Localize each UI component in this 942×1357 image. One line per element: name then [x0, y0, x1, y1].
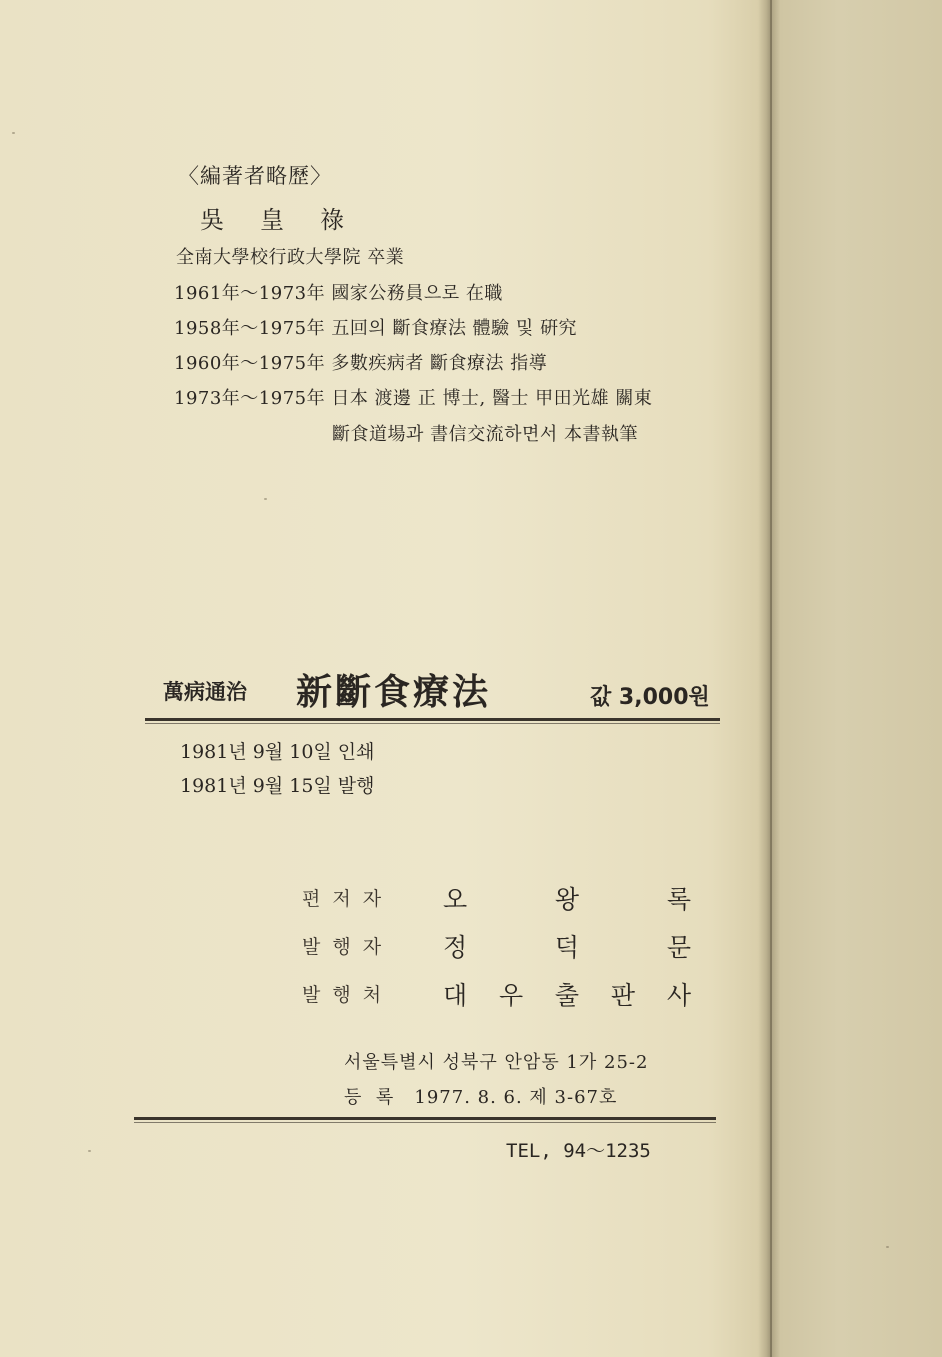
print-date: 1981년 9월 10일 인쇄 [180, 741, 375, 763]
footer-rule-thin [134, 1122, 716, 1123]
bio-heading: 〈編著者略歷〉 [178, 164, 332, 188]
footer-rule [134, 1117, 716, 1120]
bio-author-name: 吳皇祿 [200, 206, 380, 234]
facing-page [770, 0, 942, 1357]
paper-speck [12, 132, 15, 134]
publish-date: 1981년 9월 15일 발행 [180, 775, 375, 797]
publisher-person-name [443, 928, 691, 964]
editor-label: 편저자 [302, 888, 394, 910]
editor-name [443, 880, 691, 916]
title-rule [145, 718, 720, 721]
publisher-person-char: 정 [443, 933, 468, 962]
bio-line-research-cont: 斷食道場과 書信交流하면서 本書執筆 [332, 424, 638, 445]
publisher-person-label: 발행자 [302, 936, 394, 958]
bio-line-research: 1973年〜1975年 日本 渡邊 正 博士, 醫士 甲田光雄 關東 [174, 388, 653, 409]
book-title: 新斷食療法 [296, 672, 492, 713]
publisher-person-char: 덕 [554, 933, 580, 962]
editor-name-char: 왕 [554, 885, 580, 914]
bio-line-guidance: 1960年〜1975年 多數疾病者 斷食療法 指導 [174, 353, 548, 374]
publisher-name-char: 사 [666, 981, 691, 1010]
publisher-label: 발행처 [302, 984, 394, 1006]
paper-speck [886, 1246, 889, 1248]
title-rule-thin [145, 723, 720, 724]
publisher-name-char: 출 [554, 981, 580, 1010]
bio-line-career: 1961年〜1973年 國家公務員으로 在職 [174, 283, 503, 304]
editor-name-char: 오 [443, 885, 468, 914]
publisher-name-char: 판 [610, 981, 636, 1010]
publisher-name [443, 976, 691, 1012]
editor-name-char: 록 [666, 885, 691, 914]
price: 값 3,000원 [590, 685, 710, 710]
series-name: 萬病通治 [163, 680, 247, 704]
paper-speck [88, 1150, 91, 1152]
publisher-name-char: 우 [498, 981, 524, 1010]
book-gutter [758, 0, 772, 1357]
registration: 등 록 1977. 8. 6. 제 3-67호 [344, 1087, 618, 1108]
bio-line-education: 全南大學校行政大學院 卒業 [176, 247, 405, 268]
publisher-person-char: 문 [666, 933, 691, 962]
bio-line-experience: 1958年〜1975年 五回의 斷食療法 體驗 및 硏究 [174, 318, 577, 339]
telephone: TEL, 94〜1235 [506, 1140, 651, 1162]
publisher-name-char: 대 [443, 981, 468, 1010]
publisher-address: 서울특별시 성북구 안암동 1가 25-2 [344, 1052, 649, 1073]
paper-speck [264, 498, 267, 500]
